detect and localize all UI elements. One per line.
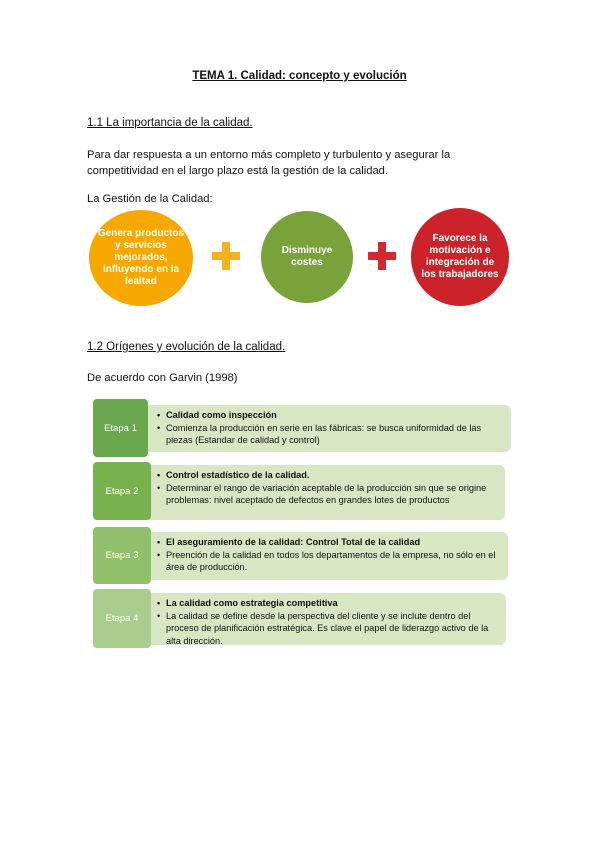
section-heading-origenes: 1.2 Orígenes y evolución de la calidad. xyxy=(87,341,286,353)
circle-disminuye-costes: Disminuye costes xyxy=(261,211,353,303)
stage-1-description: • Comienza la producción en serie en las fábricas: se busca uniformidad de las piezas (Estandar de calidad y control) xyxy=(166,422,503,447)
stage-4-description: • La calidad se define desde la perspectiva del cliente y se inclute dentro del proceso de planificación estratégica. Es clave el papel de liderazgo activo de la alta dirección. xyxy=(166,610,498,648)
section-heading-importancia: 1.1 La importancia de la calidad. xyxy=(87,117,253,129)
circle-favorece-motivacion: Favorece la motivación e integración de los trabajadores xyxy=(411,208,509,306)
plus-icon xyxy=(368,242,396,270)
page-title: TEMA 1. Calidad: concepto y evolución xyxy=(192,70,407,82)
garvin-intro: De acuerdo con Garvin (1998) xyxy=(87,372,238,384)
stage-3-label: Etapa 3 xyxy=(93,527,151,584)
gestion-label: La Gestión de la Calidad: xyxy=(87,193,213,205)
stage-3-title: • El aseguramiento de la calidad: Control Total de la calidad xyxy=(166,536,500,549)
stage-4-label: Etapa 4 xyxy=(93,589,151,648)
stage-4-panel xyxy=(142,593,506,645)
stage-2-label: Etapa 2 xyxy=(93,462,151,520)
stage-2-panel xyxy=(142,465,505,520)
stage-1-title: • Calidad como inspección xyxy=(166,409,503,422)
stage-3-description: • Preención de la calidad en todos los departamentos de la empresa, no sólo en el área de producción. xyxy=(166,549,500,574)
stage-3-panel xyxy=(142,532,508,580)
stage-2-title: • Control estadístico de la calidad. xyxy=(166,469,497,482)
intro-paragraph-line1: Para dar respuesta a un entorno más completo y turbulento y asegurar la xyxy=(87,149,451,161)
stage-1-panel xyxy=(142,405,511,452)
stage-2-description: • Determinar el rango de variación aceptable de la producción sin que se origine problemas: nivel aceptado de defectos en grandes lotes de productos xyxy=(166,482,497,507)
circle-genera-productos: Genera productos y servicios mejorados, influyendo en la lealtad xyxy=(89,210,193,306)
intro-paragraph-line2: competitividad en el largo plazo está la gestión de la calidad. xyxy=(87,165,389,177)
stage-1-label: Etapa 1 xyxy=(93,399,148,457)
stage-4-title: • La calidad como estrategia competitiva xyxy=(166,597,498,610)
plus-icon xyxy=(212,242,240,270)
